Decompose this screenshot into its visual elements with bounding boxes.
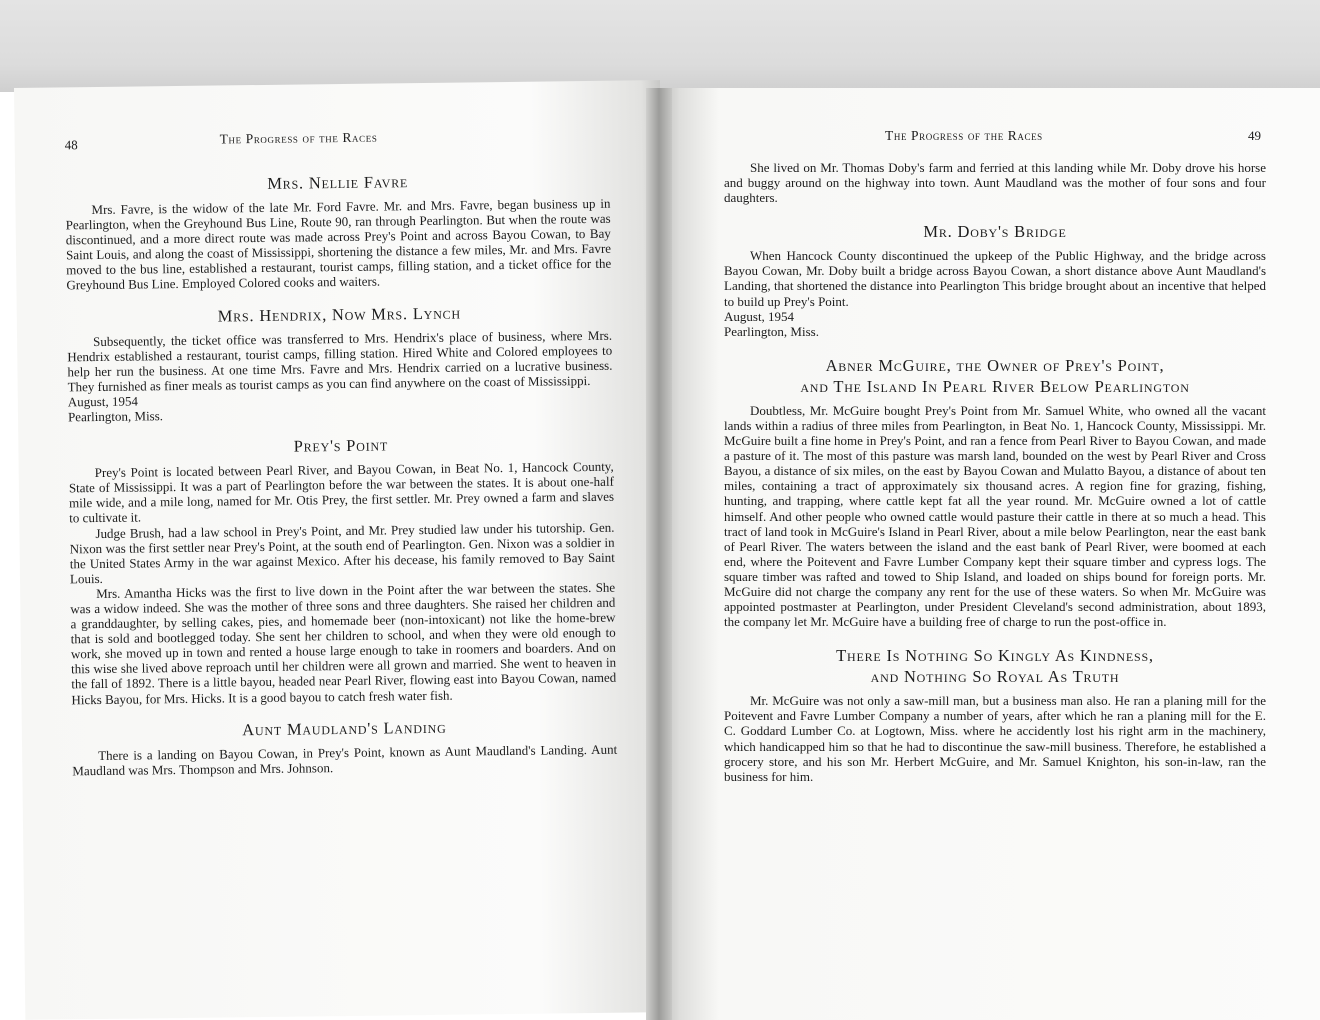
date-line: August, 1954 (724, 308, 795, 324)
paragraph: Mr. McGuire was not only a saw-mill man, but a business man also. He ran a planing mill for the Poitevent and Favre Lumber Company a number of years, after which he ran a planing mill for the E. C. Goddard Lumber Co. at Logtown, Miss. where he accidently lost his right arm in the machinery, which handicapped him so that he had to discontinue the saw-mill business. Therefore, he established a grocery store, and his son Mr. Herbert McGuire, and Mr. Samuel Knighton, his son-in-law, ran the business for him. (724, 693, 1266, 784)
paragraph: She lived on Mr. Thomas Doby's farm and ferried at this landing while Mr. Doby drove his horse and buggy around on the highway into town. Aunt Maudland was the mother of four sons and four daughters. (724, 160, 1266, 206)
section-heading-line: There Is Nothing So Kingly As Kindness, (836, 646, 1154, 666)
place-line: Pearlington, Miss. (67, 408, 164, 425)
book-gutter (646, 88, 672, 1020)
paragraph: Mrs. Amantha Hicks was the first to live down in the Point after the war between the states. She was a widow indeed. She was the mother of three sons and three daughters. She raised her children and a granddaughter, by selling cakes, pies, and homemade beer (non-intoxicant) not like the home-brew that is sold and bootlegged today. She sent her children to school, and when they were old enough to work, she moved up in town and rented a house large enough to take in roomers and boarders. And on this wise she lived above reproach until her children were all grown and married. She went to heaven in the fall of 1892. There is a little bayou, headed near Pearl River, flowing east into Bayou Cowan, named Hicks Bayou, for Mrs. Hicks. It is a good bayou to catch fresh water fish. (70, 579, 617, 707)
paragraph: Mrs. Favre, is the widow of the late Mr. Ford Favre. Mr. and Mrs. Favre, began business up in Pearlington, when the Greyhound Bus Line, Route 90, ran through Pearlington. But when the route was discontinued, and a more direct route was made across Prey's Point and across Bayou Cowan, to Bay Saint Louis, and along the coast of Mississippi, shortening the distance a few miles, Mr. and Mrs. Favre moved to the bus line, established a restaurant, tourist camps, filling station, and a ticket office for the Greyhound Bus Line. Employed Colored cooks and waiters. (65, 195, 612, 293)
running-head: The Progress of the Races (219, 129, 378, 147)
scan-background (0, 0, 1320, 92)
section-heading-line: Abner McGuire, the Owner of Prey's Point, (825, 355, 1165, 375)
page-number: 48 (64, 137, 78, 153)
section-heading (724, 645, 1266, 687)
paragraph: Doubtless, Mr. McGuire bought Prey's Point from Mr. Samuel White, who owned all the vacant lands within a radius of three miles from Pearlington, in Beat No. 1, Hancock County, Mississippi. Mr. McGuire built a fine home in Prey's Point, and ran a fence from Pearl River to Bayou Cowan, and made a pasture of it. The most of this pasture was marsh land, bounded on the west by Pearl River and Cross Bayou, a distance of six miles, on the east by Bayou Cowan and Mulatto Bayou, a distance of about ten miles, containing a tract of approximately six thousand acres. A region fine for grazing, fishing, hunting, and trapping, where cattle kept fat all the year round. Mr. McGuire owned a lot of cattle himself. And other people who owned cattle would pasture their cattle in there at so much a head. This tract of land took in McGuire's Island in Pearl River, about a mile below Pearlington, near the east bank of Pearl River. The waters between the island and the east bank of Pearl River, were boomed at each end, where the Poitevent and Favre Lumber Company kept their square timber and cypress logs. The square timber was rafted and towed to Ship Island, and loaded on ships bound for foreign ports. Mr. McGuire did not charge the company any rent for the use of these waters. So when Mr. McGuire was appointed postmaster at Pearlington, under President Cleveland's second administration, about 1893, the company let Mr. McGuire have a building free of charge to run the post-office in. (724, 402, 1266, 630)
place-line: Pearlington, Miss. (724, 323, 819, 339)
section-heading: Mr. Doby's Bridge (923, 222, 1067, 242)
date-line: August, 1954 (67, 393, 138, 410)
section-heading: Prey's Point (293, 435, 389, 456)
section-heading-line: and Nothing So Royal As Truth (870, 667, 1120, 687)
paragraph: There is a landing on Bayou Cowan, in Prey's Point, known as Aunt Maudland's Landing. Aunt Maudland was Mrs. Thompson and Mrs. Johnson. (72, 741, 618, 779)
running-head: The Progress of the Races (885, 128, 1043, 143)
paragraph: Prey's Point is located between Pearl River, and Bayou Cowan, in Beat No. 1, Hancock County, State of Mississippi. It was a part of Pearlington before the war between the states. It is about one-half mile wide, and a mile long, named for Mr. Otis Prey, the first settler. Mr. Prey owned a farm and slaves to cultivate it. (68, 458, 615, 526)
paragraph: When Hancock County discontinued the upkeep of the Public Highway, and the bridge across Bayou Cowan, Mr. Doby built a bridge across Bayou Cowan, a short distance above Aunt Maudland's Landing, that shortened the distance into Pearlington This bridge brought about an incentive that helped to build up Prey's Point. (724, 248, 1266, 309)
section-heading: Aunt Maudland's Landing (242, 717, 447, 739)
section-heading (724, 355, 1266, 397)
text-column (65, 159, 617, 778)
page-number: 49 (1248, 128, 1261, 143)
section-heading-line: and The Island In Pearl River Below Pearlington (800, 376, 1190, 396)
section-heading: Mrs. Hendrix, Now Mrs. Lynch (217, 303, 462, 326)
text-column (724, 160, 1266, 784)
left-page (14, 80, 671, 1020)
paragraph: Judge Brush, had a law school in Prey's Point, and Mr. Prey studied law under his tutorship. Gen. Nixon was the first settler near Prey's Point, at the south end of Pearlington. Gen. Nixon was a soldier in the United States Army in the war against Mexico. After his decease, his family removed to Bay Saint Louis. (69, 519, 615, 587)
right-page (660, 88, 1320, 1020)
paragraph: Subsequently, the ticket office was transferred to Mrs. Hendrix's place of business, where Mrs. Hendrix established a restaurant, tourist camps, filling station. Hired White and Colored employees to help her run the business. At one time Mrs. Favre and Mrs. Hendrix carried on a lucrative business. They furnished as finer meals as tourist camps as you can find anywhere on the coast of Mississippi. (67, 327, 613, 395)
section-heading: Mrs. Nellie Favre (267, 172, 409, 193)
